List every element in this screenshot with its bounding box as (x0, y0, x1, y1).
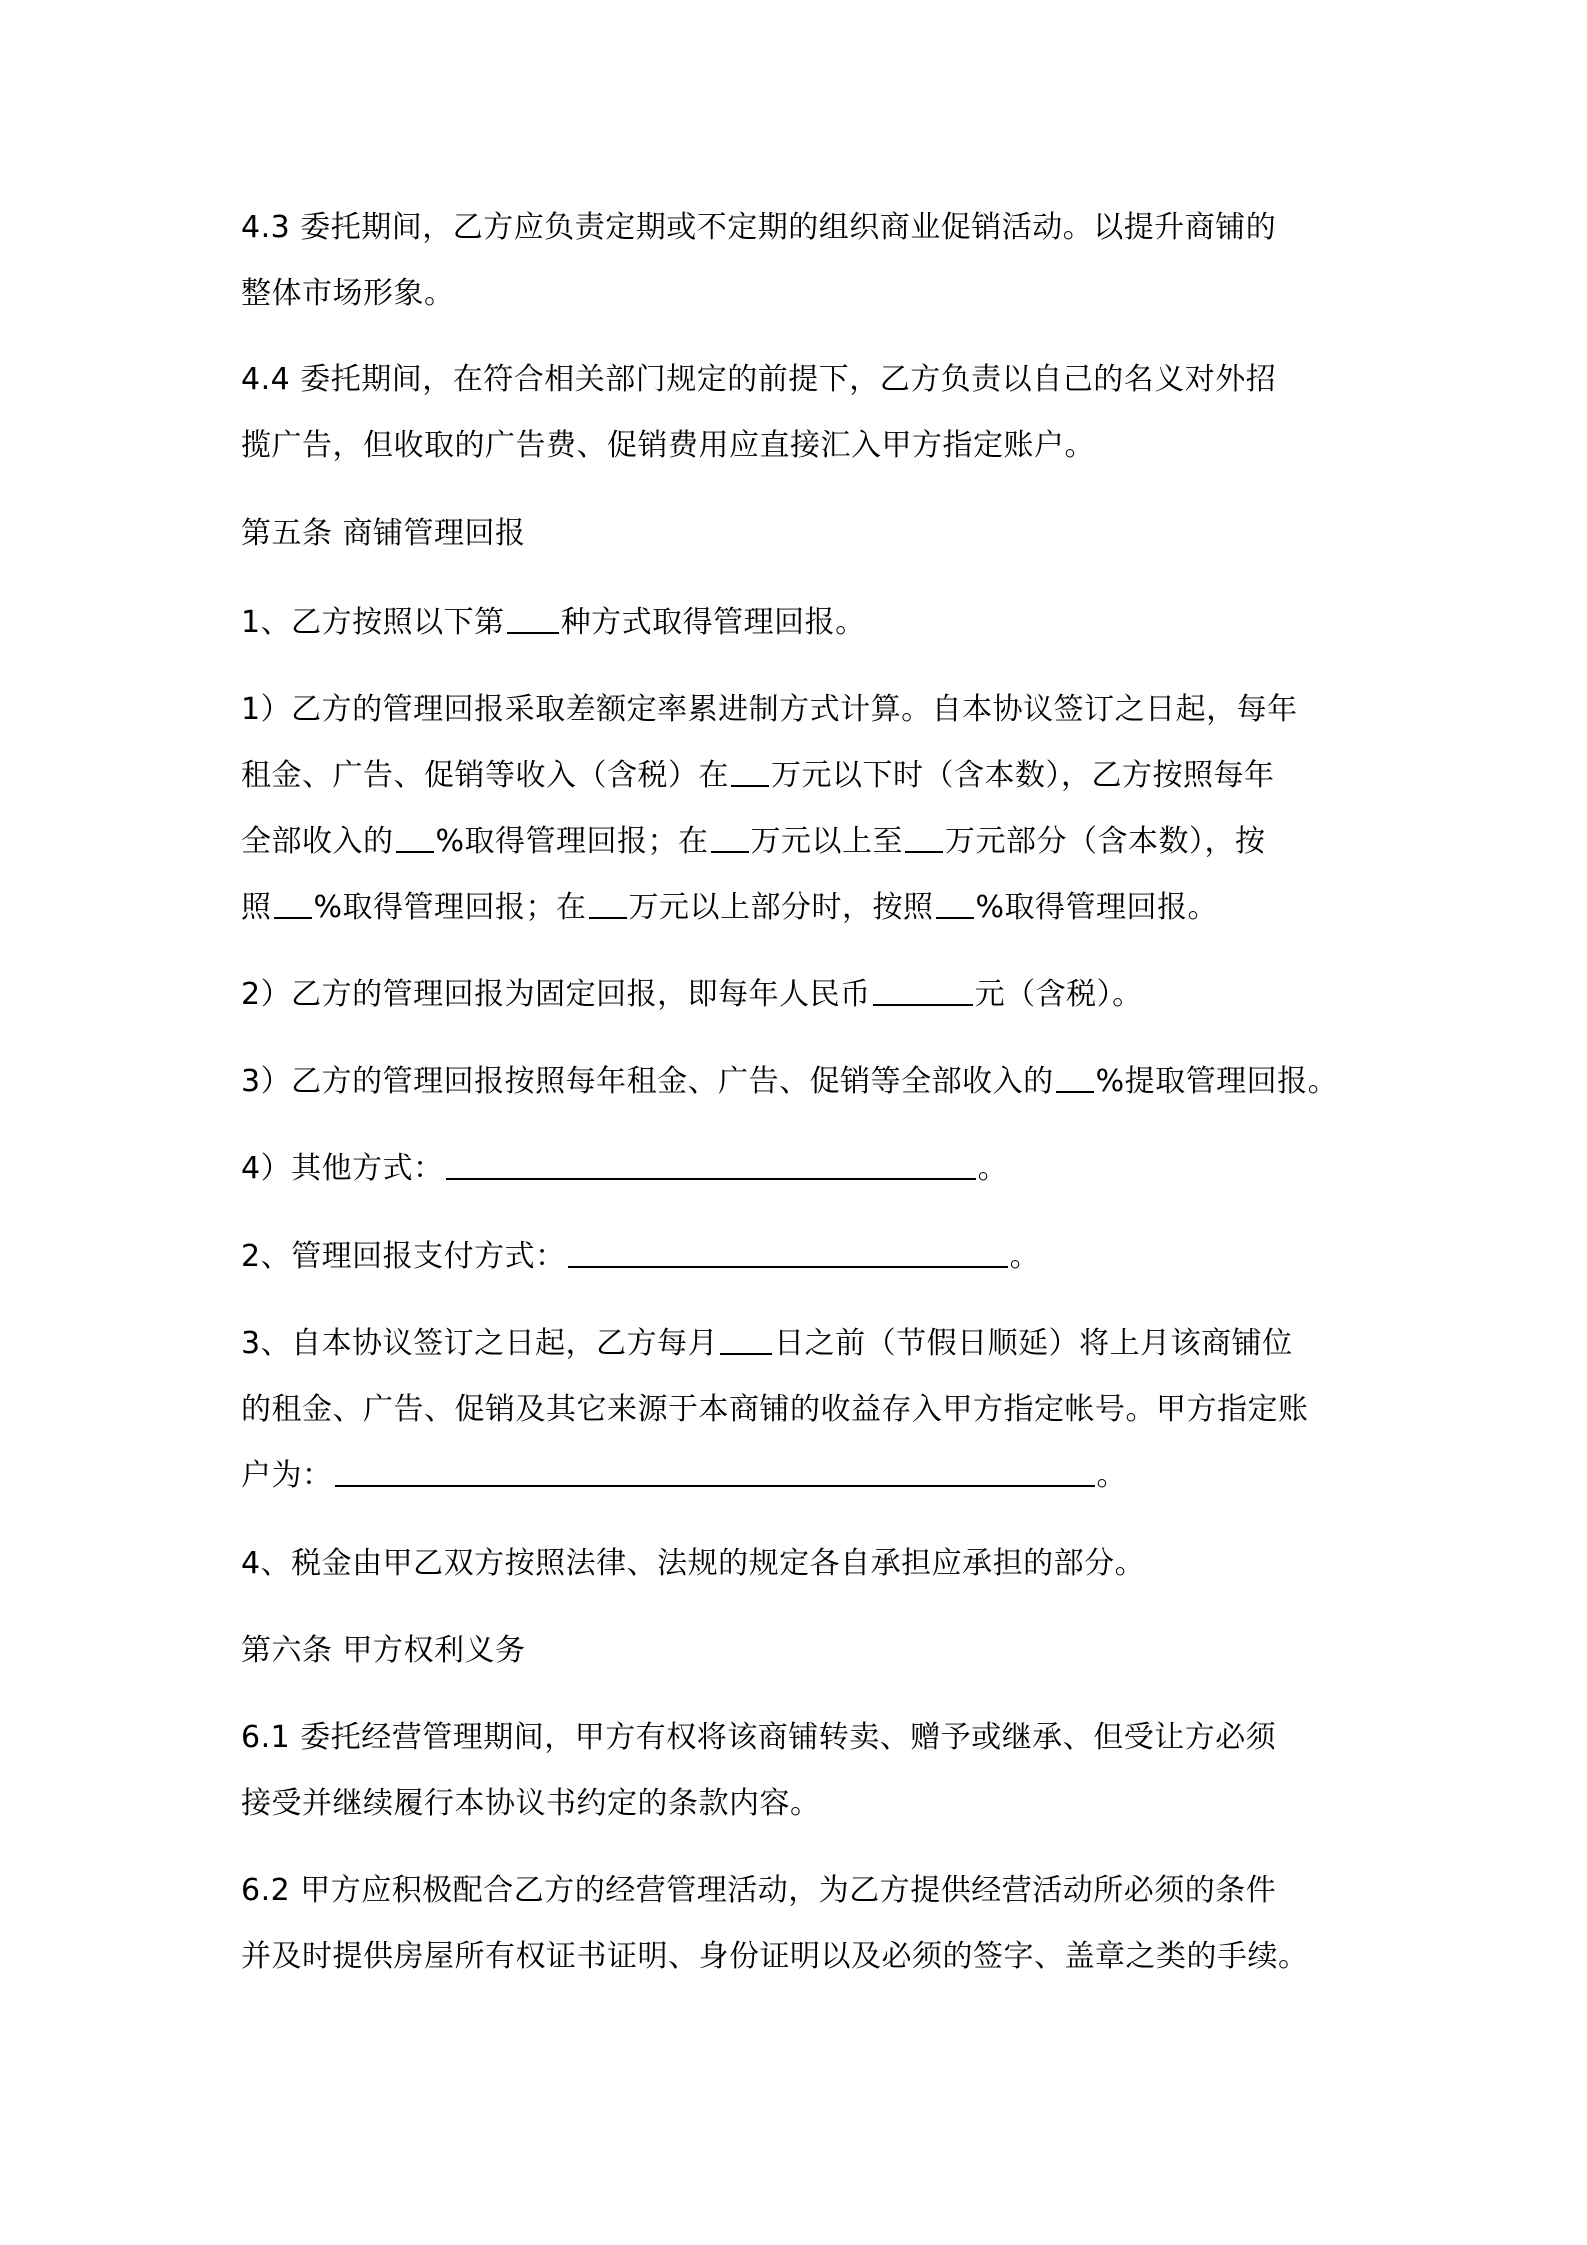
item-3-line-3-b: 。 (1096, 1458, 1127, 1493)
option-4-text-a: 4）其他方式： (241, 1151, 444, 1186)
option-3-text-b: %提取管理回报。 (1095, 1064, 1339, 1099)
clause-6-2-line-2: 并及时提供房屋所有权证书证明、身份证明以及必须的签字、盖章之类的手续。 (241, 1939, 1309, 1974)
clause-4-3-line-2: 整体市场形象。 (241, 276, 455, 311)
item-1-text-b: 种方式取得管理回报。 (560, 605, 866, 640)
payment-method-blank[interactable] (568, 1240, 1008, 1268)
option-1-line-3-d: 万元部分（含本数），按 (945, 824, 1266, 859)
item-1-text-a: 1、乙方按照以下第 (241, 605, 505, 640)
rate-2-blank[interactable] (274, 891, 312, 919)
article-5-item-1 (241, 590, 866, 656)
option-1-line-2-b: 万元以下时（含本数），乙方按照每年 (771, 758, 1275, 793)
amount-threshold-3-blank[interactable] (905, 825, 943, 853)
article-5-item-4: 4、税金由甲乙双方按照法律、法规的规定各自承担应承担的部分。 (241, 1546, 1146, 1581)
method-number-blank[interactable] (507, 606, 559, 634)
clause-4-4-line-1: 4.4 委托期间，在符合相关部门规定的前提下，乙方负责以自己的名义对外招 (241, 362, 1277, 397)
option-1-line-2 (241, 743, 1275, 809)
option-2 (241, 962, 1143, 1028)
option-2-text-b: 元（含税）。 (974, 977, 1143, 1012)
article-5-item-2 (241, 1224, 1040, 1290)
option-1-line-4-a: 照 (241, 890, 272, 925)
monthly-day-blank[interactable] (720, 1327, 772, 1355)
other-method-blank[interactable] (446, 1152, 976, 1180)
account-number-blank[interactable] (335, 1459, 1095, 1487)
item-2-text-b: 。 (1009, 1239, 1041, 1274)
clause-4-3-line-1: 4.3 委托期间，乙方应负责定期或不定期的组织商业促销活动。以提升商铺的 (241, 210, 1277, 245)
option-3 (241, 1049, 1338, 1115)
option-1-line-4-c: 万元以上部分时，按照 (628, 890, 934, 925)
amount-threshold-1-blank[interactable] (731, 759, 769, 787)
option-1-line-4-d: %取得管理回报。 (975, 890, 1219, 925)
rate-3-blank[interactable] (936, 891, 974, 919)
percentage-blank[interactable] (1056, 1065, 1094, 1093)
option-4-text-b: 。 (977, 1151, 1009, 1186)
option-1-line-3-b: %取得管理回报；在 (435, 824, 709, 859)
option-1-line-3-c: 万元以上至 (750, 824, 904, 859)
option-1-line-2-a: 租金、广告、促销等收入（含税）在 (241, 758, 729, 793)
option-1-line-3 (241, 809, 1266, 875)
fixed-amount-blank[interactable] (873, 978, 973, 1006)
option-1-line-4 (241, 875, 1218, 941)
article-5-item-3-line-1 (241, 1311, 1293, 1377)
amount-threshold-2-blank[interactable] (711, 825, 749, 853)
clause-6-2-line-1: 6.2 甲方应积极配合乙方的经营管理活动，为乙方提供经营活动所必须的条件 (241, 1873, 1277, 1908)
option-3-text-a: 3）乙方的管理回报按照每年租金、广告、促销等全部收入的 (241, 1064, 1054, 1099)
item-3-line-1-a: 3、自本协议签订之日起，乙方每月 (241, 1326, 719, 1361)
amount-threshold-4-blank[interactable] (589, 891, 627, 919)
option-1-line-3-a: 全部收入的 (241, 824, 394, 859)
rate-1-blank[interactable] (396, 825, 434, 853)
option-1-line-4-b: %取得管理回报；在 (313, 890, 587, 925)
option-2-text-a: 2）乙方的管理回报为固定回报，即每年人民币 (241, 977, 871, 1012)
article-5-item-3-line-3 (241, 1443, 1127, 1509)
item-2-text-a: 2、管理回报支付方式： (241, 1239, 566, 1274)
item-3-line-3-a: 户为： (241, 1458, 333, 1493)
option-4 (241, 1136, 1008, 1202)
clause-4-4-line-2: 揽广告，但收取的广告费、促销费用应直接汇入甲方指定账户。 (241, 428, 1095, 463)
article-6-heading: 第六条 甲方权利义务 (241, 1633, 526, 1668)
article-5-item-3-line-2: 的租金、广告、促销及其它来源于本商铺的收益存入甲方指定帐号。甲方指定账 (241, 1392, 1309, 1427)
item-3-line-1-b: 日之前（节假日顺延）将上月该商铺位 (774, 1326, 1293, 1361)
option-1-line-1: 1）乙方的管理回报采取差额定率累进制方式计算。自本协议签订之日起，每年 (241, 692, 1298, 727)
clause-6-1-line-2: 接受并继续履行本协议书约定的条款内容。 (241, 1786, 821, 1821)
clause-6-1-line-1: 6.1 委托经营管理期间，甲方有权将该商铺转卖、赠予或继承、但受让方必须 (241, 1720, 1277, 1755)
article-5-heading: 第五条 商铺管理回报 (241, 516, 526, 551)
